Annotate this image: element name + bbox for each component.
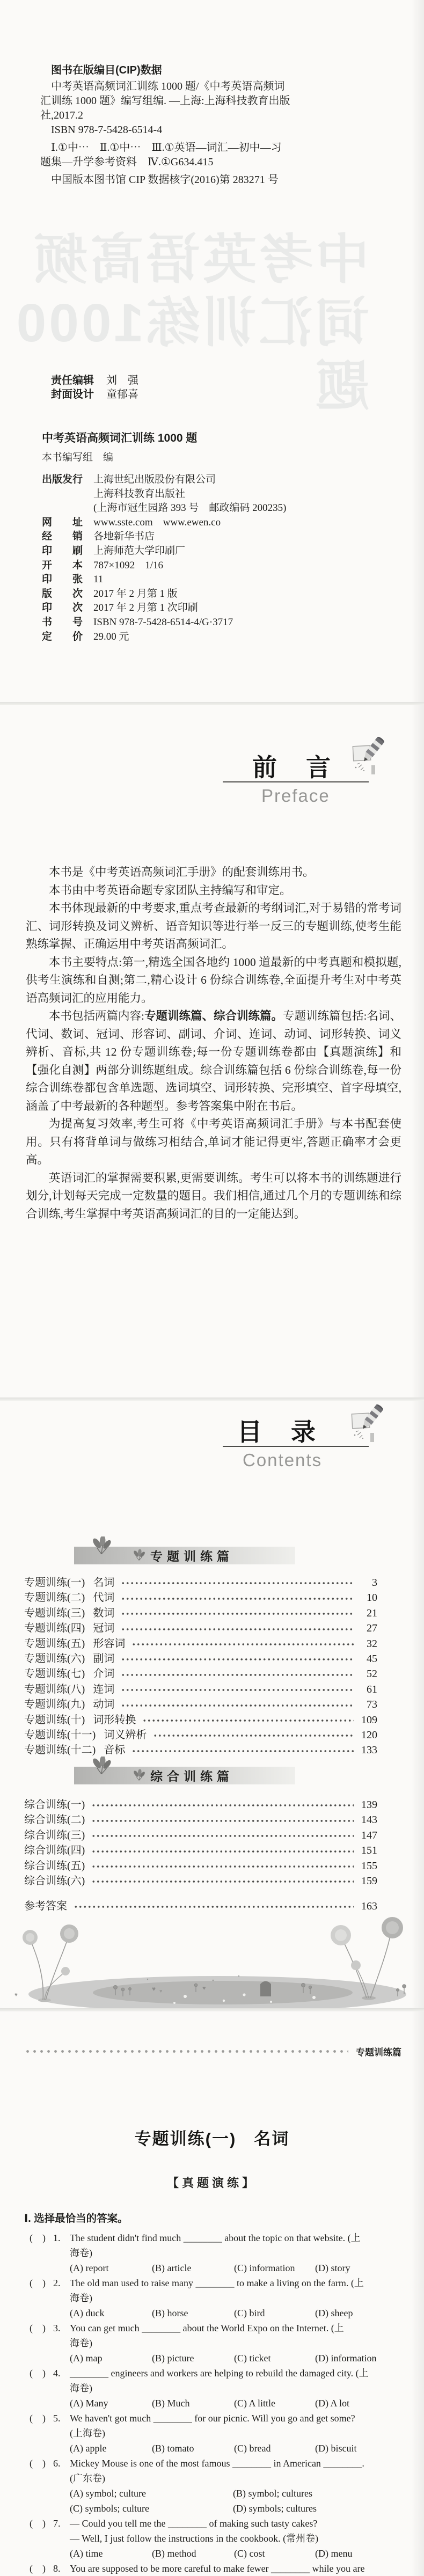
dot-leader — [91, 1834, 354, 1838]
banner-label: 专题训练篇 — [150, 1549, 233, 1563]
contents-title: 目 录 — [237, 1418, 318, 1446]
toc-entry: 专题训练(九) 动词 73 — [24, 1699, 377, 1711]
leaf-icon — [132, 1769, 146, 1785]
banner-label: 综合训练篇 — [150, 1769, 233, 1783]
preface-paragraph: 本书是《中考英语高频词汇手册》的配套训练用书。 — [49, 866, 315, 879]
question-text: The student didn't find much ________ about the topic on that website. (上 — [70, 2233, 361, 2243]
dot-leader — [121, 1628, 354, 1631]
option: (A) map — [70, 2353, 103, 2363]
colophon-row: 上海科技教育出版社 — [93, 488, 186, 500]
title-underline — [223, 1446, 369, 1447]
option: (B) article — [152, 2263, 192, 2273]
option: (A) duck — [70, 2308, 105, 2318]
credit-value: 刘 强 — [106, 375, 138, 386]
colophon-row: 印 次 2017 年 2 月第 1 次印刷 — [42, 602, 198, 614]
option: (A) Many — [70, 2398, 108, 2409]
preface-body — [26, 863, 401, 1223]
option: (C) information — [234, 2263, 295, 2273]
question-text-cont: 海卷) — [70, 2248, 92, 2258]
option: (B) tomato — [152, 2443, 194, 2454]
toc-entry: 综合训练(二) 143 — [24, 1814, 377, 1826]
toc-entry: 专题训练(十一) 词义辨析 120 — [24, 1729, 377, 1741]
cip-line: 社,2017.2 — [40, 109, 83, 121]
question-7: ( ) 7. — Could you tell me the ________ of making such tasty cakes? — Well, I just follow the instructions in the cookbook. (常州卷) (A) time (B) method (C) cost (D) menu — [24, 2516, 405, 2561]
toc-entry: 专题训练(十) 词形转换 109 — [24, 1714, 377, 1726]
options-row — [24, 2546, 405, 2561]
colophon-row: 印 张 11 — [42, 574, 104, 586]
credit-row — [51, 388, 138, 401]
svg-text:♥: ♥ — [152, 1985, 156, 1993]
toc-entry: 专题训练(十二) 音标 133 — [24, 1744, 377, 1757]
credit-row — [51, 374, 138, 387]
toc-entry: 综合训练(五) 155 — [24, 1860, 377, 1872]
dot-leader — [131, 1643, 354, 1646]
toc-entry: 专题训练(二) 代词 10 — [24, 1592, 377, 1604]
option: (A) report — [70, 2263, 109, 2273]
options-row — [24, 2486, 405, 2516]
dot-leader — [91, 1850, 354, 1853]
option: (C) ticket — [234, 2353, 271, 2363]
dot-leader — [121, 1597, 354, 1600]
toc-comprehensive-training-list — [24, 1796, 377, 1887]
answer-paren: ( ) — [30, 2368, 46, 2379]
toc-entry: 综合训练(一) 139 — [24, 1799, 377, 1811]
question-text: — Could you tell me the ________ of making such tasty cakes? — [70, 2518, 318, 2529]
question-8: ( ) 8. You are supposed to be more careful to make fewer ________ while you are — [24, 2561, 405, 2576]
dot-leader — [121, 1612, 354, 1615]
dot-leader — [121, 1582, 354, 1585]
question-text: We haven't got much ________ for our picnic. Will you go and get some? — [70, 2413, 355, 2424]
dot-leader — [121, 1704, 354, 1707]
toc-entry: 专题训练(三) 数词 21 — [24, 1607, 377, 1619]
dot-leader — [91, 1865, 354, 1868]
contents-page — [0, 1401, 424, 2008]
isbn-line: ISBN 978-7-5428-6514-4 — [51, 124, 163, 136]
section-heading: Ⅰ. 选择最恰当的答案。 — [24, 2213, 128, 2224]
answer-paren: ( ) — [30, 2563, 46, 2574]
option: (D) biscuit — [315, 2443, 357, 2454]
option: (B) method — [152, 2548, 196, 2559]
dot-leader — [91, 1880, 354, 1883]
question-2: ( ) 2. The old man used to raise many ________ to make a living on the farm. (上 海卷) (A) duck (B) horse (C) bird (D) sheep — [24, 2275, 405, 2321]
question-text: ________ engineers and workers are helping to rebuild the damaged city. (上 — [70, 2368, 369, 2379]
question-text-cont: 海卷) — [70, 2293, 92, 2303]
dot-leader — [121, 1688, 354, 1692]
toc-special-training-list — [24, 1574, 377, 1757]
credit-label: 封面设计 — [51, 389, 94, 400]
colophon-row: 经 销 各地新华书店 — [42, 531, 155, 543]
options-row — [24, 2351, 405, 2366]
colophon-row: 出版发行 上海世纪出版股份有限公司 — [42, 474, 216, 485]
option: (D) symbols; cultures — [233, 2503, 317, 2514]
meadow-illustration — [13, 1916, 411, 2008]
colophon-block — [42, 473, 286, 644]
book-author: 本书编写组 编 — [42, 452, 114, 463]
toc-entry: 参考答案 163 — [24, 1900, 377, 1912]
preface-paragraph: 为提高复习效率,考生可将《中考英语高频词汇手册》与本书配套使用。只有将背单词与做练习相结合,单词才能记得更牢,答题正确率才会更高。 — [26, 1117, 401, 1166]
svg-text:♥: ♥ — [202, 1985, 206, 1992]
section-banner-comprehensive-training — [74, 1767, 295, 1784]
colophon-row: 印 刷 上海师范大学印刷厂 — [42, 545, 186, 557]
svg-text:♥: ♥ — [14, 1992, 18, 1998]
answer-paren: ( ) — [30, 2458, 46, 2469]
answer-paren: ( ) — [30, 2233, 46, 2243]
pencil-icon — [351, 735, 389, 781]
answer-paren: ( ) — [30, 2518, 46, 2529]
question-text-cont: 海卷) — [70, 2383, 92, 2394]
exercise-banner: 【真题演练】 — [166, 2176, 257, 2190]
toc-entry: 专题训练(八) 连词 61 — [24, 1683, 377, 1695]
preface-subtitle: Preface — [261, 786, 330, 806]
option: (B) symbol; cultures — [233, 2488, 312, 2499]
cip-line: 汇训练 1000 题》编写组编. —上海:上海科技教育出版 — [40, 95, 290, 107]
cip-record-line: 中国版本图书馆 CIP 数据核字(2016)第 283271 号 — [51, 174, 279, 186]
exercise-title: 专题训练(一) 名词 — [134, 2129, 290, 2148]
question-text-cont: (上海卷) — [70, 2428, 105, 2439]
option: (D) menu — [315, 2548, 353, 2559]
cip-line: 中考英语高频词汇训练 1000 题/《中考英语高频词 — [51, 80, 285, 92]
question-list — [24, 2230, 405, 2576]
option: (D) information — [315, 2353, 377, 2363]
question-1: ( ) 1. The student didn't find much ________ about the topic on that website. (上 海卷) (A) report (B) article (C) information (D) story — [24, 2230, 405, 2275]
dot-leader — [91, 1804, 354, 1807]
answer-paren: ( ) — [30, 2323, 46, 2333]
option: (B) Much — [152, 2398, 190, 2409]
credit-label: 责任编辑 — [51, 375, 94, 386]
option: (C) bread — [234, 2443, 271, 2454]
svg-text:♥: ♥ — [159, 1988, 163, 1994]
toc-answers-row — [24, 1897, 377, 1912]
preface-paragraph: 本书包括两篇内容:专题训练篇、综合训练篇。专题训练篇包括:名词、代词、数词、冠词、形容词、副词、介词、连词、动词、词形转换、词义辨析、音标,共 12 份专题训练卷;每一份专题训练卷都由【真题演练】和【强化自测】两部分训练题组成。综合训练篇包括 6 份综合训练卷,每一份综合训练卷都包含单选题、选词填空、词形转换、完形填空、首字母填空,涵盖了中考最新的各种题型。参考答案集中附在书后。 — [26, 1009, 401, 1113]
question-text: The old man used to raise many ________ to make a living on the farm. (上 — [70, 2278, 364, 2288]
section-banner-special-training — [74, 1547, 295, 1564]
colophon-row: 定 价 29.00 元 — [42, 631, 129, 642]
running-header — [24, 2045, 401, 2058]
toc-entry: 专题训练(五) 形容词 32 — [24, 1637, 377, 1650]
cip-class-line: 题集—升学参考资料 Ⅳ.①G634.415 — [40, 156, 214, 168]
option: (A) symbol; culture — [70, 2488, 146, 2499]
answer-paren: ( ) — [30, 2278, 46, 2288]
credit-value: 童郁喜 — [106, 389, 138, 400]
dot-leader — [91, 1819, 354, 1823]
question-text: You can get much ________ about the World Expo on the Internet. (上 — [70, 2323, 344, 2333]
question-text-cont: — Well, I just follow the instructions in the cookbook. (常州卷) — [70, 2533, 319, 2544]
preface-paragraph: 本书主要特点:第一,精选全国各地约 1000 道最新的中考真题和模拟题,供考生演练和自测;第二,精心设计 6 份综合训练卷,全面提升考生对中考英语高频词汇的应用能力。 — [26, 955, 401, 1005]
option: (A) apple — [70, 2443, 107, 2454]
option: (D) story — [315, 2263, 350, 2273]
dot-leader — [131, 1750, 354, 1753]
question-5: ( ) 5. We haven't got much ________ for our picnic. Will you go and get some? (上海卷) (A) apple (B) tomato (C) bread (D) biscuit — [24, 2411, 405, 2456]
preface-paragraph: 英语词汇的掌握需要积累,更需要训练。考生可以将本书的训练题进行划分,计划每天完成一定数量的题目。我们相信,通过几个月的专题训练和综合训练,考生掌握中考英语高频词汇的目的一定能达到。 — [26, 1171, 401, 1220]
question-text-cont: (广东卷) — [70, 2473, 105, 2484]
preface-page — [0, 705, 424, 1397]
question-3: ( ) 3. You can get much ________ about the World Expo on the Internet. (上 海卷) (A) map (B) picture (C) ticket (D) information — [24, 2321, 405, 2366]
option: (C) bird — [234, 2308, 265, 2318]
question-text: You are supposed to be more careful to make fewer ________ while you are — [70, 2563, 365, 2574]
option: (D) A lot — [315, 2398, 350, 2409]
answer-paren: ( ) — [30, 2413, 46, 2424]
cip-block — [40, 63, 394, 187]
options-row — [24, 2441, 405, 2456]
preface-paragraph: 本书体现最新的中考要求,重点考查最新的考纲词汇,对于易错的常考词汇、词形转换及词义辨析、语音知识等进行举一反三的专题训练,使考生能熟练掌握、正确运用中考英语高频词汇。 — [26, 902, 401, 950]
question-4: ( ) 4. ________ engineers and workers are helping to rebuild the damaged city. (上 海卷) (A) Many (B) Much (C) A little (D) A lot — [24, 2366, 405, 2411]
colophon-row: 网 址 www.sste.com www.ewen.co — [42, 516, 221, 528]
leaf-icon — [132, 1549, 146, 1565]
option: (D) sheep — [315, 2308, 353, 2318]
title-underline — [223, 781, 369, 782]
options-row — [24, 2260, 405, 2275]
preface-title: 前 言 — [252, 753, 333, 781]
question-6: ( ) 6. Mickey Mouse is one of the most famous ________ in American ________. (广东卷) (A) symbol; culture (B) symbol; cultures (C) symbols; culture (D) symbols; cultures — [24, 2456, 405, 2516]
copyright-page — [0, 0, 424, 702]
dot-leader — [121, 1658, 354, 1661]
toc-entry: 专题训练(六) 副词 45 — [24, 1652, 377, 1665]
colophon-row: 书 号 ISBN 978-7-5428-6514-4/G·3717 — [42, 616, 233, 628]
cip-heading: 图书在版编目(CIP)数据 — [51, 64, 162, 76]
colophon-row: (上海市冠生园路 393 号 邮政编码 200235) — [93, 502, 287, 514]
toc-entry: 专题训练(一) 名词 3 — [24, 1577, 377, 1589]
leaf-icon — [90, 1536, 113, 1560]
toc-entry: 专题训练(七) 介词 52 — [24, 1668, 377, 1680]
dot-leader — [121, 1673, 354, 1677]
leaf-icon — [90, 1757, 113, 1780]
book-title-block — [42, 429, 197, 464]
dot-leader — [153, 1734, 354, 1737]
option: (A) time — [70, 2548, 103, 2559]
toc-entry: 专题训练(四) 冠词 27 — [24, 1622, 377, 1635]
options-row — [24, 2396, 405, 2411]
colophon-row: 版 次 2017 年 2 月第 1 版 — [42, 588, 178, 599]
question-text-cont: 海卷) — [70, 2338, 92, 2348]
contents-subtitle: Contents — [243, 1450, 323, 1470]
toc-entry: 综合训练(三) 147 — [24, 1829, 377, 1841]
colophon-row: 开 本 787×1092 1/16 — [42, 559, 163, 571]
book-title: 中考英语高频词汇训练 1000 题 — [42, 432, 198, 444]
running-header-label: 专题训练篇 — [356, 2047, 401, 2058]
toc-entry: 综合训练(四) 151 — [24, 1845, 377, 1857]
credits-block — [51, 374, 138, 402]
option: (C) A little — [234, 2398, 276, 2409]
dotted-rule — [24, 2050, 348, 2053]
option: (C) symbols; culture — [70, 2503, 149, 2514]
cip-class-line: Ⅰ.①中⋯ Ⅱ.①中⋯ Ⅲ.①英语—词汇—初中—习 — [51, 142, 282, 153]
dot-leader — [74, 1905, 354, 1908]
option: (B) horse — [152, 2308, 188, 2318]
dot-leader — [142, 1719, 354, 1722]
option: (B) picture — [152, 2353, 194, 2363]
ink-bleed-artifact: 中考英语高频词汇训练1000题 — [13, 230, 369, 416]
question-text: Mickey Mouse is one of the most famous ________ in American ________. — [70, 2458, 364, 2469]
toc-entry: 综合训练(六) 159 — [24, 1875, 377, 1887]
options-row — [24, 2306, 405, 2321]
option: (C) cost — [234, 2548, 265, 2559]
pencil-icon — [350, 1403, 388, 1448]
exercise-page — [0, 2011, 424, 2576]
preface-paragraph: 本书由中考英语命题专家团队主持编写和审定。 — [49, 883, 291, 897]
